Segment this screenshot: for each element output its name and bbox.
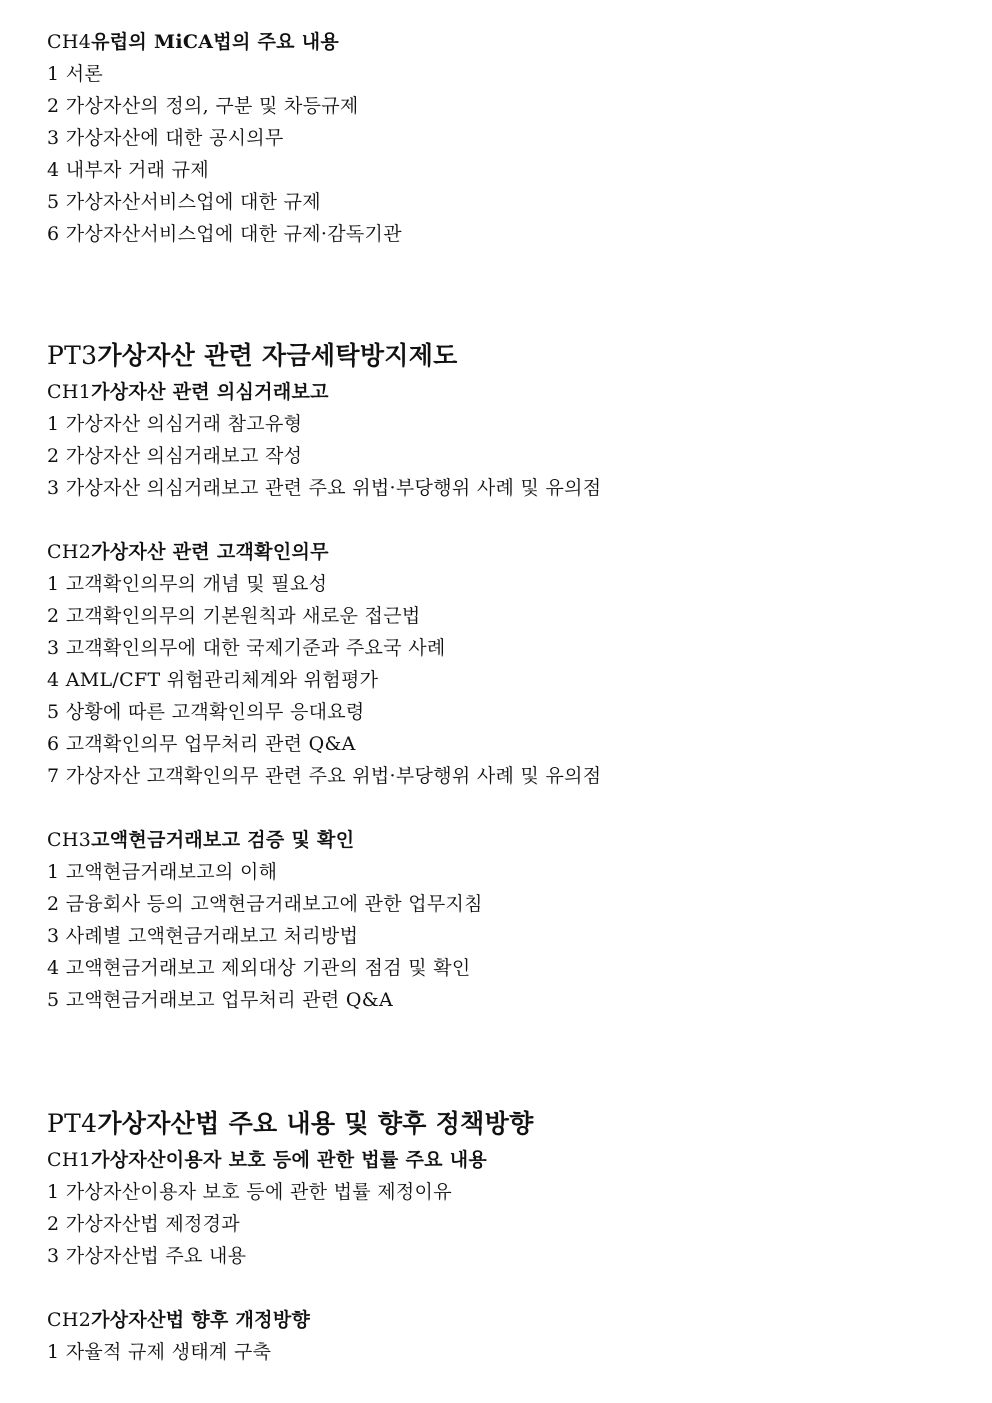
list-item: 1 고객확인의무의 개념 및 필요성 [47, 573, 328, 595]
list-item: 5 상황에 따른 고객확인의무 응대요령 [47, 701, 365, 723]
part-heading: PT4가상자산법 주요 내용 및 향후 정책방향 [47, 1109, 534, 1138]
list-item: 3 가상자산법 주요 내용 [47, 1245, 247, 1267]
list-item: 4 고액현금거래보고 제외대상 기관의 점검 및 확인 [47, 957, 471, 979]
list-item: 3 고객확인의무에 대한 국제기준과 주요국 사례 [47, 637, 446, 659]
chapter-heading: CH1가상자산 관련 의심거래보고 [47, 381, 329, 403]
list-item: 2 금융회사 등의 고액현금거래보고에 관한 업무지침 [47, 893, 483, 915]
list-item: 6 가상자산서비스업에 대한 규제·감독기관 [47, 223, 402, 245]
list-item: 5 고액현금거래보고 업무처리 관련 Q&A [47, 989, 394, 1011]
list-item: 7 가상자산 고객확인의무 관련 주요 위법·부당행위 사례 및 유의점 [47, 765, 602, 787]
chapter-heading: CH3고액현금거래보고 검증 및 확인 [47, 829, 355, 851]
list-item: 4 AML/CFT 위험관리체계와 위험평가 [47, 669, 379, 691]
chapter-heading: CH1가상자산이용자 보호 등에 관한 법률 주요 내용 [47, 1149, 488, 1171]
list-item: 2 가상자산법 제정경과 [47, 1213, 240, 1235]
spacer [47, 792, 947, 824]
list-item: 3 사례별 고액현금거래보고 처리방법 [47, 925, 359, 947]
list-item: 1 가상자산이용자 보호 등에 관한 법률 제정이유 [47, 1181, 452, 1203]
list-item: 2 고객확인의무의 기본원칙과 새로운 접근법 [47, 605, 421, 627]
list-item: 2 가상자산의 정의, 구분 및 차등규제 [47, 95, 359, 117]
list-item: 2 가상자산 의심거래보고 작성 [47, 445, 303, 467]
chapter-heading: CH4유럽의 MiCA법의 주요 내용 [47, 31, 340, 53]
chapter-heading: CH2가상자산 관련 고객확인의무 [47, 541, 329, 563]
part-heading: PT3가상자산 관련 자금세탁방지제도 [47, 341, 458, 370]
spacer [47, 1016, 947, 1104]
spacer [47, 1272, 947, 1304]
list-item: 5 가상자산서비스업에 대한 규제 [47, 191, 321, 213]
spacer [47, 504, 947, 536]
list-item: 1 서론 [47, 63, 104, 85]
toc-page [47, 26, 947, 1368]
list-item: 6 고객확인의무 업무처리 관련 Q&A [47, 733, 356, 755]
list-item: 1 고액현금거래보고의 이해 [47, 861, 278, 883]
list-item: 1 자율적 규제 생태계 구축 [47, 1341, 272, 1363]
chapter-heading: CH2가상자산법 향후 개정방향 [47, 1309, 311, 1331]
spacer [47, 250, 947, 336]
list-item: 4 내부자 거래 규제 [47, 159, 209, 181]
list-item: 1 가상자산 의심거래 참고유형 [47, 413, 303, 435]
list-item: 3 가상자산 의심거래보고 관련 주요 위법·부당행위 사례 및 유의점 [47, 477, 602, 499]
list-item: 3 가상자산에 대한 공시의무 [47, 127, 284, 149]
